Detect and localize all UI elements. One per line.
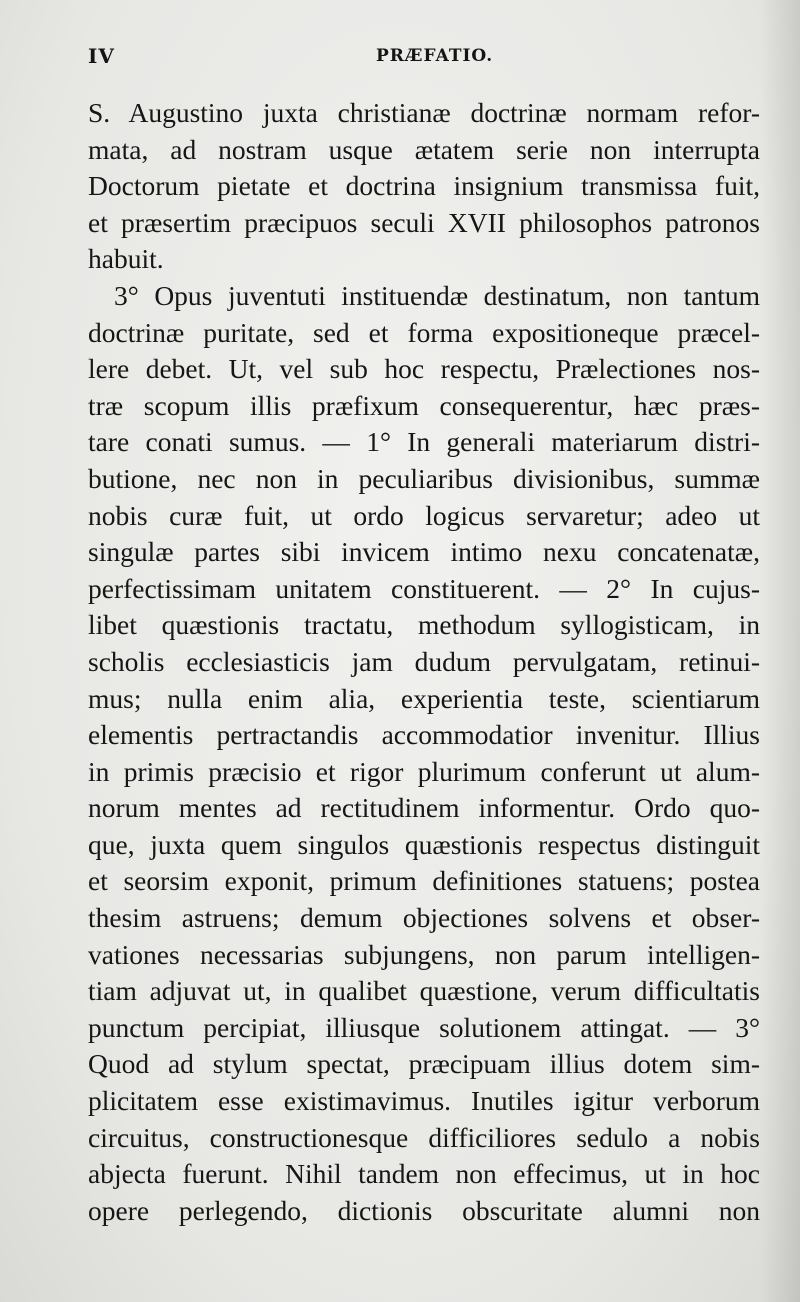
text-line: mus; nulla enim alia, experientia teste, scientiarum [88,682,760,714]
text-line: nobis curæ fuit, ut ordo logicus servaretur; adeo ut [88,499,760,531]
text-line: S. Augustino juxta christianæ doctrinæ normam refor- [88,97,760,128]
text-line: abjecta fuerunt. Nihil tandem non effecimus, ut in hoc [88,1158,760,1190]
text-line: tare conati sumus. — 1° In generali materiarum distri- [88,426,760,458]
text-line: que, juxta quem singulos quæstionis respectus distinguit [88,828,760,860]
text-line: et præsertim præcipuos seculi XVII philosophos patronos [88,206,760,238]
text-line: doctrinæ puritate, sed et forma expositioneque præcel- [88,316,760,348]
page-header [88,44,760,74]
page-edge-shadow [760,0,800,1302]
text-line: træ scopum illis præfixum consequerentur, hæc præs- [88,389,760,421]
running-head: PRÆFATIO. [376,46,494,66]
text-line: libet quæstionis tractatu, methodum syllogisticam, in [88,609,760,641]
text-line: vationes necessarias subjungens, non parum intelligen- [88,938,760,970]
text-line: scholis ecclesiasticis jam dudum pervulgatam, retinui- [88,645,760,677]
text-line: Doctorum pietate et doctrina insignium transmissa fuit, [88,170,760,202]
text-line: circuitus, constructionesque difficiliores sedulo a nobis [88,1121,760,1153]
text-line: butione, nec non in peculiaribus divisionibus, summæ [88,462,760,494]
text-line: mata, ad nostram usque ætatem serie non interrupta [88,133,760,165]
text-line: 3° Opus juventuti instituendæ destinatum, non tantum [114,279,760,311]
text-line: Quod ad stylum spectat, præcipuam illius dotem sim- [88,1048,760,1080]
text-line: et seorsim exponit, primum definitiones statuens; postea [88,865,760,897]
text-line: singulæ partes sibi invicem intimo nexu concatenatæ, [88,536,760,568]
text-line: norum mentes ad rectitudinem informentur. Ordo quo- [88,792,760,824]
text-line: habuit. [88,243,164,275]
text-line: tiam adjuvat ut, in qualibet quæstione, verum difficultatis [88,975,760,1007]
body-text [88,95,760,1229]
text-line: thesim astruens; demum objectiones solvens et obser- [88,902,760,934]
text-line: in primis præcisio et rigor plurimum conferunt ut alum- [88,755,760,787]
text-line: plicitatem esse existimavimus. Inutiles igitur verborum [88,1085,760,1117]
page-number: IV [88,44,115,68]
text-line: opere perlegendo, dictionis obscuritate alumni non [88,1194,760,1226]
text-line: lere debet. Ut, vel sub hoc respectu, Prælectiones nos- [88,353,760,385]
text-line: elementis pertractandis accommodatior invenitur. Illius [88,719,760,751]
text-line: punctum percipiat, illiusque solutionem attingat. — 3° [88,1011,760,1043]
text-line: perfectissimam unitatem constituerent. — 2° In cujus- [88,572,760,604]
